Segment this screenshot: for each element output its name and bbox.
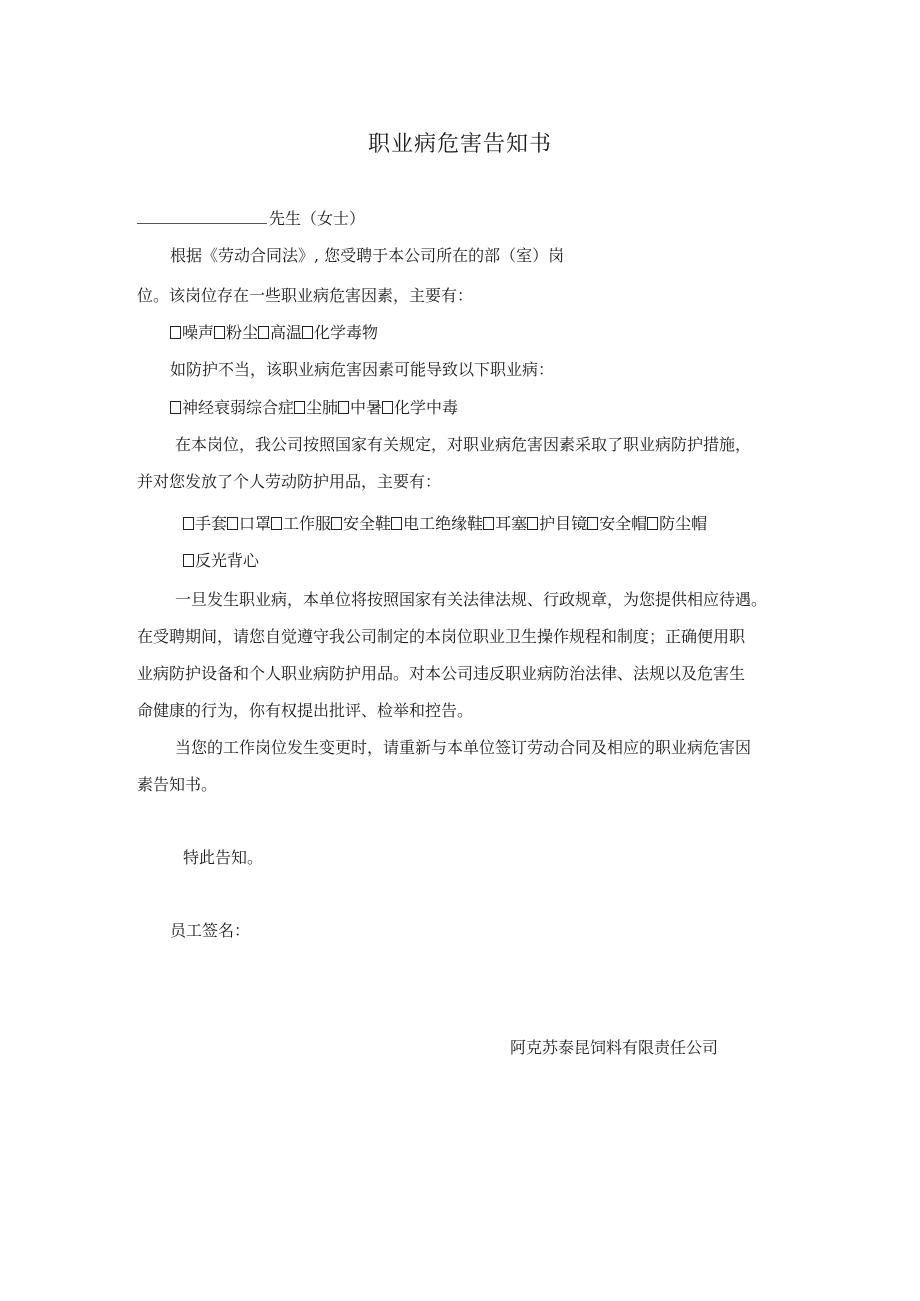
equipment-item-earplugs[interactable]: 耳塞: [483, 514, 527, 534]
checkbox-icon[interactable]: [214, 326, 225, 339]
disease-item-heatstroke[interactable]: 中暑: [338, 398, 382, 418]
signature-label: 员工签名：: [170, 921, 251, 940]
rights-line-1: 一旦发生职业病，本单位将按照国家有关法律法规、行政规章，为您提供相应待遇。: [175, 590, 768, 609]
checkbox-icon[interactable]: [302, 326, 313, 339]
protection-line-2: 并对您发放了个人劳动防护用品，主要有：: [137, 472, 442, 491]
hazard-checklist: [170, 323, 378, 343]
notice-text: 特此告知。: [183, 848, 264, 867]
rights-line-2: 在受聘期间，请您自觉遵守我公司制定的本岗位职业卫生操作规程和制度；正确便用职: [137, 627, 746, 646]
name-blank[interactable]: [137, 209, 267, 224]
disease-intro: 如防护不当，该职业病危害因素可能导致以下职业病：: [170, 360, 555, 379]
equipment-item-safety-shoes[interactable]: 安全鞋: [331, 514, 391, 534]
equipment-item-reflective-vest[interactable]: 反光背心: [183, 551, 259, 571]
company-name: 阿克苏泰昆饲料有限责任公司: [510, 1038, 719, 1057]
checkbox-icon[interactable]: [587, 517, 598, 530]
equipment-item-mask[interactable]: 口罩: [227, 514, 271, 534]
hazard-item-chemical[interactable]: 化学毒物: [302, 323, 378, 343]
disease-item-neurasthenia[interactable]: 神经衰弱综合症: [170, 398, 294, 418]
change-line-2: 素告知书。: [137, 775, 218, 794]
hazard-item-heat[interactable]: 高温: [258, 323, 302, 343]
salutation-text: 先生（女士）: [269, 209, 366, 228]
checkbox-icon[interactable]: [170, 401, 181, 414]
intro-line-2: 位。该岗位存在一些职业病危害因素，主要有：: [137, 286, 474, 305]
rights-line-3: 业病防护设备和个人职业病防护用品。对本公司违反职业病防治法律、法规以及危害生: [137, 664, 746, 683]
checkbox-icon[interactable]: [271, 517, 282, 530]
checkbox-icon[interactable]: [338, 401, 349, 414]
checkbox-icon[interactable]: [183, 517, 194, 530]
equipment-item-dust-cap[interactable]: 防尘帽: [647, 514, 707, 534]
intro-line-1: 根据《劳动合同法》, 您受聘于本公司所在的部（室）岗: [170, 246, 565, 265]
checkbox-icon[interactable]: [382, 401, 393, 414]
salutation-line: [137, 209, 365, 229]
equipment-checklist-row-2: [183, 551, 259, 571]
equipment-item-gloves[interactable]: 手套: [183, 514, 227, 534]
hazard-item-noise[interactable]: 噪声: [170, 323, 214, 343]
equipment-item-insulated-shoes[interactable]: 电工绝缘鞋: [391, 514, 483, 534]
equipment-item-workwear[interactable]: 工作服: [271, 514, 331, 534]
hazard-item-dust[interactable]: 粉尘: [214, 323, 258, 343]
protection-line-1: 在本岗位，我公司按照国家有关规定，对职业病危害因素采取了职业病防护措施，: [175, 435, 752, 454]
document-title: 职业病危害告知书: [367, 132, 552, 157]
disease-item-poisoning[interactable]: 化学中毒: [382, 398, 458, 418]
disease-item-pneumoconiosis[interactable]: 尘肺: [294, 398, 338, 418]
change-line-1: 当您的工作岗位发生变更时，请重新与本单位签订劳动合同及相应的职业病危害因: [175, 738, 752, 757]
checkbox-icon[interactable]: [258, 326, 269, 339]
equipment-item-goggles[interactable]: 护目镜: [527, 514, 587, 534]
checkbox-icon[interactable]: [391, 517, 402, 530]
equipment-checklist-row-1: [183, 514, 707, 534]
checkbox-icon[interactable]: [331, 517, 342, 530]
checkbox-icon[interactable]: [183, 554, 194, 567]
checkbox-icon[interactable]: [170, 326, 181, 339]
checkbox-icon[interactable]: [294, 401, 305, 414]
rights-line-4: 命健康的行为，你有权提出批评、检举和控告。: [137, 701, 474, 720]
equipment-item-helmet[interactable]: 安全帽: [587, 514, 647, 534]
checkbox-icon[interactable]: [527, 517, 538, 530]
checkbox-icon[interactable]: [647, 517, 658, 530]
checkbox-icon[interactable]: [483, 517, 494, 530]
disease-checklist: [170, 398, 458, 418]
checkbox-icon[interactable]: [227, 517, 238, 530]
